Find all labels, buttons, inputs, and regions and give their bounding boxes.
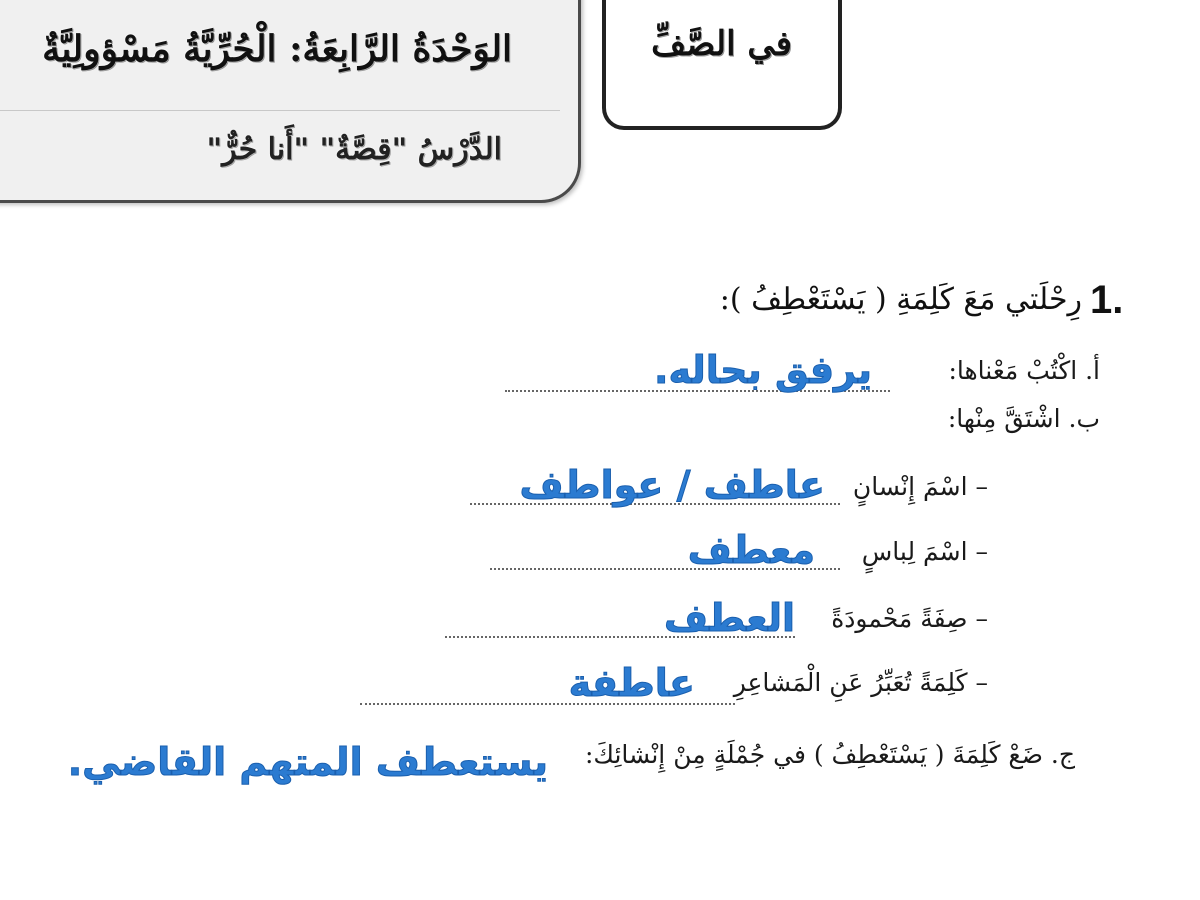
item-c-label: ج. ضَعْ كَلِمَةَ ( يَسْتَعْطِفُ ) في جُمْلَةٍ مِنْ إِنْشائِكَ:: [584, 740, 1075, 769]
derivation-label-feelings: – كَلِمَةً تُعَبِّرُ عَنِ الْمَشاعِرِ: [733, 668, 988, 697]
answer-person-name: عاطف / عواطف: [519, 463, 825, 507]
question-number: 1.: [1090, 278, 1124, 322]
unit-title: الوَحْدَةُ الرَّابِعَةُ: الْحُرِّيَّةُ مَسْؤولِيَّةٌ: [42, 28, 512, 70]
lesson-title: الدَّرْسُ "قِصَّةٌ" "أَنا حُرٌّ": [206, 132, 502, 167]
answer-sentence: يستعطف المتهم القاضي.: [67, 740, 548, 784]
derivation-label-virtue: – صِفَةً مَحْمودَةً: [831, 604, 988, 633]
answer-virtue: العطف: [663, 596, 795, 640]
derivation-label-clothing: – اسْمَ لِباسٍ: [861, 537, 988, 566]
answer-feelings: عاطفة: [568, 661, 695, 705]
question-prompt: رِحْلَتي مَعَ كَلِمَةِ ( يَسْتَعْطِفُ ):: [719, 282, 1082, 317]
item-b-label: ب. اشْتَقَّ مِنْها:: [947, 404, 1100, 433]
item-a-label: أ. اكْتُبْ مَعْناها:: [948, 356, 1100, 385]
derivation-label-person-name: – اسْمَ إِنْسانٍ: [852, 472, 988, 501]
class-label: في الصَّفِّ: [651, 24, 792, 64]
header-divider: [0, 110, 560, 111]
answer-clothing: معطف: [687, 528, 815, 572]
class-label-box: [602, 0, 842, 130]
answer-meaning: يرفق بحاله.: [654, 348, 872, 392]
